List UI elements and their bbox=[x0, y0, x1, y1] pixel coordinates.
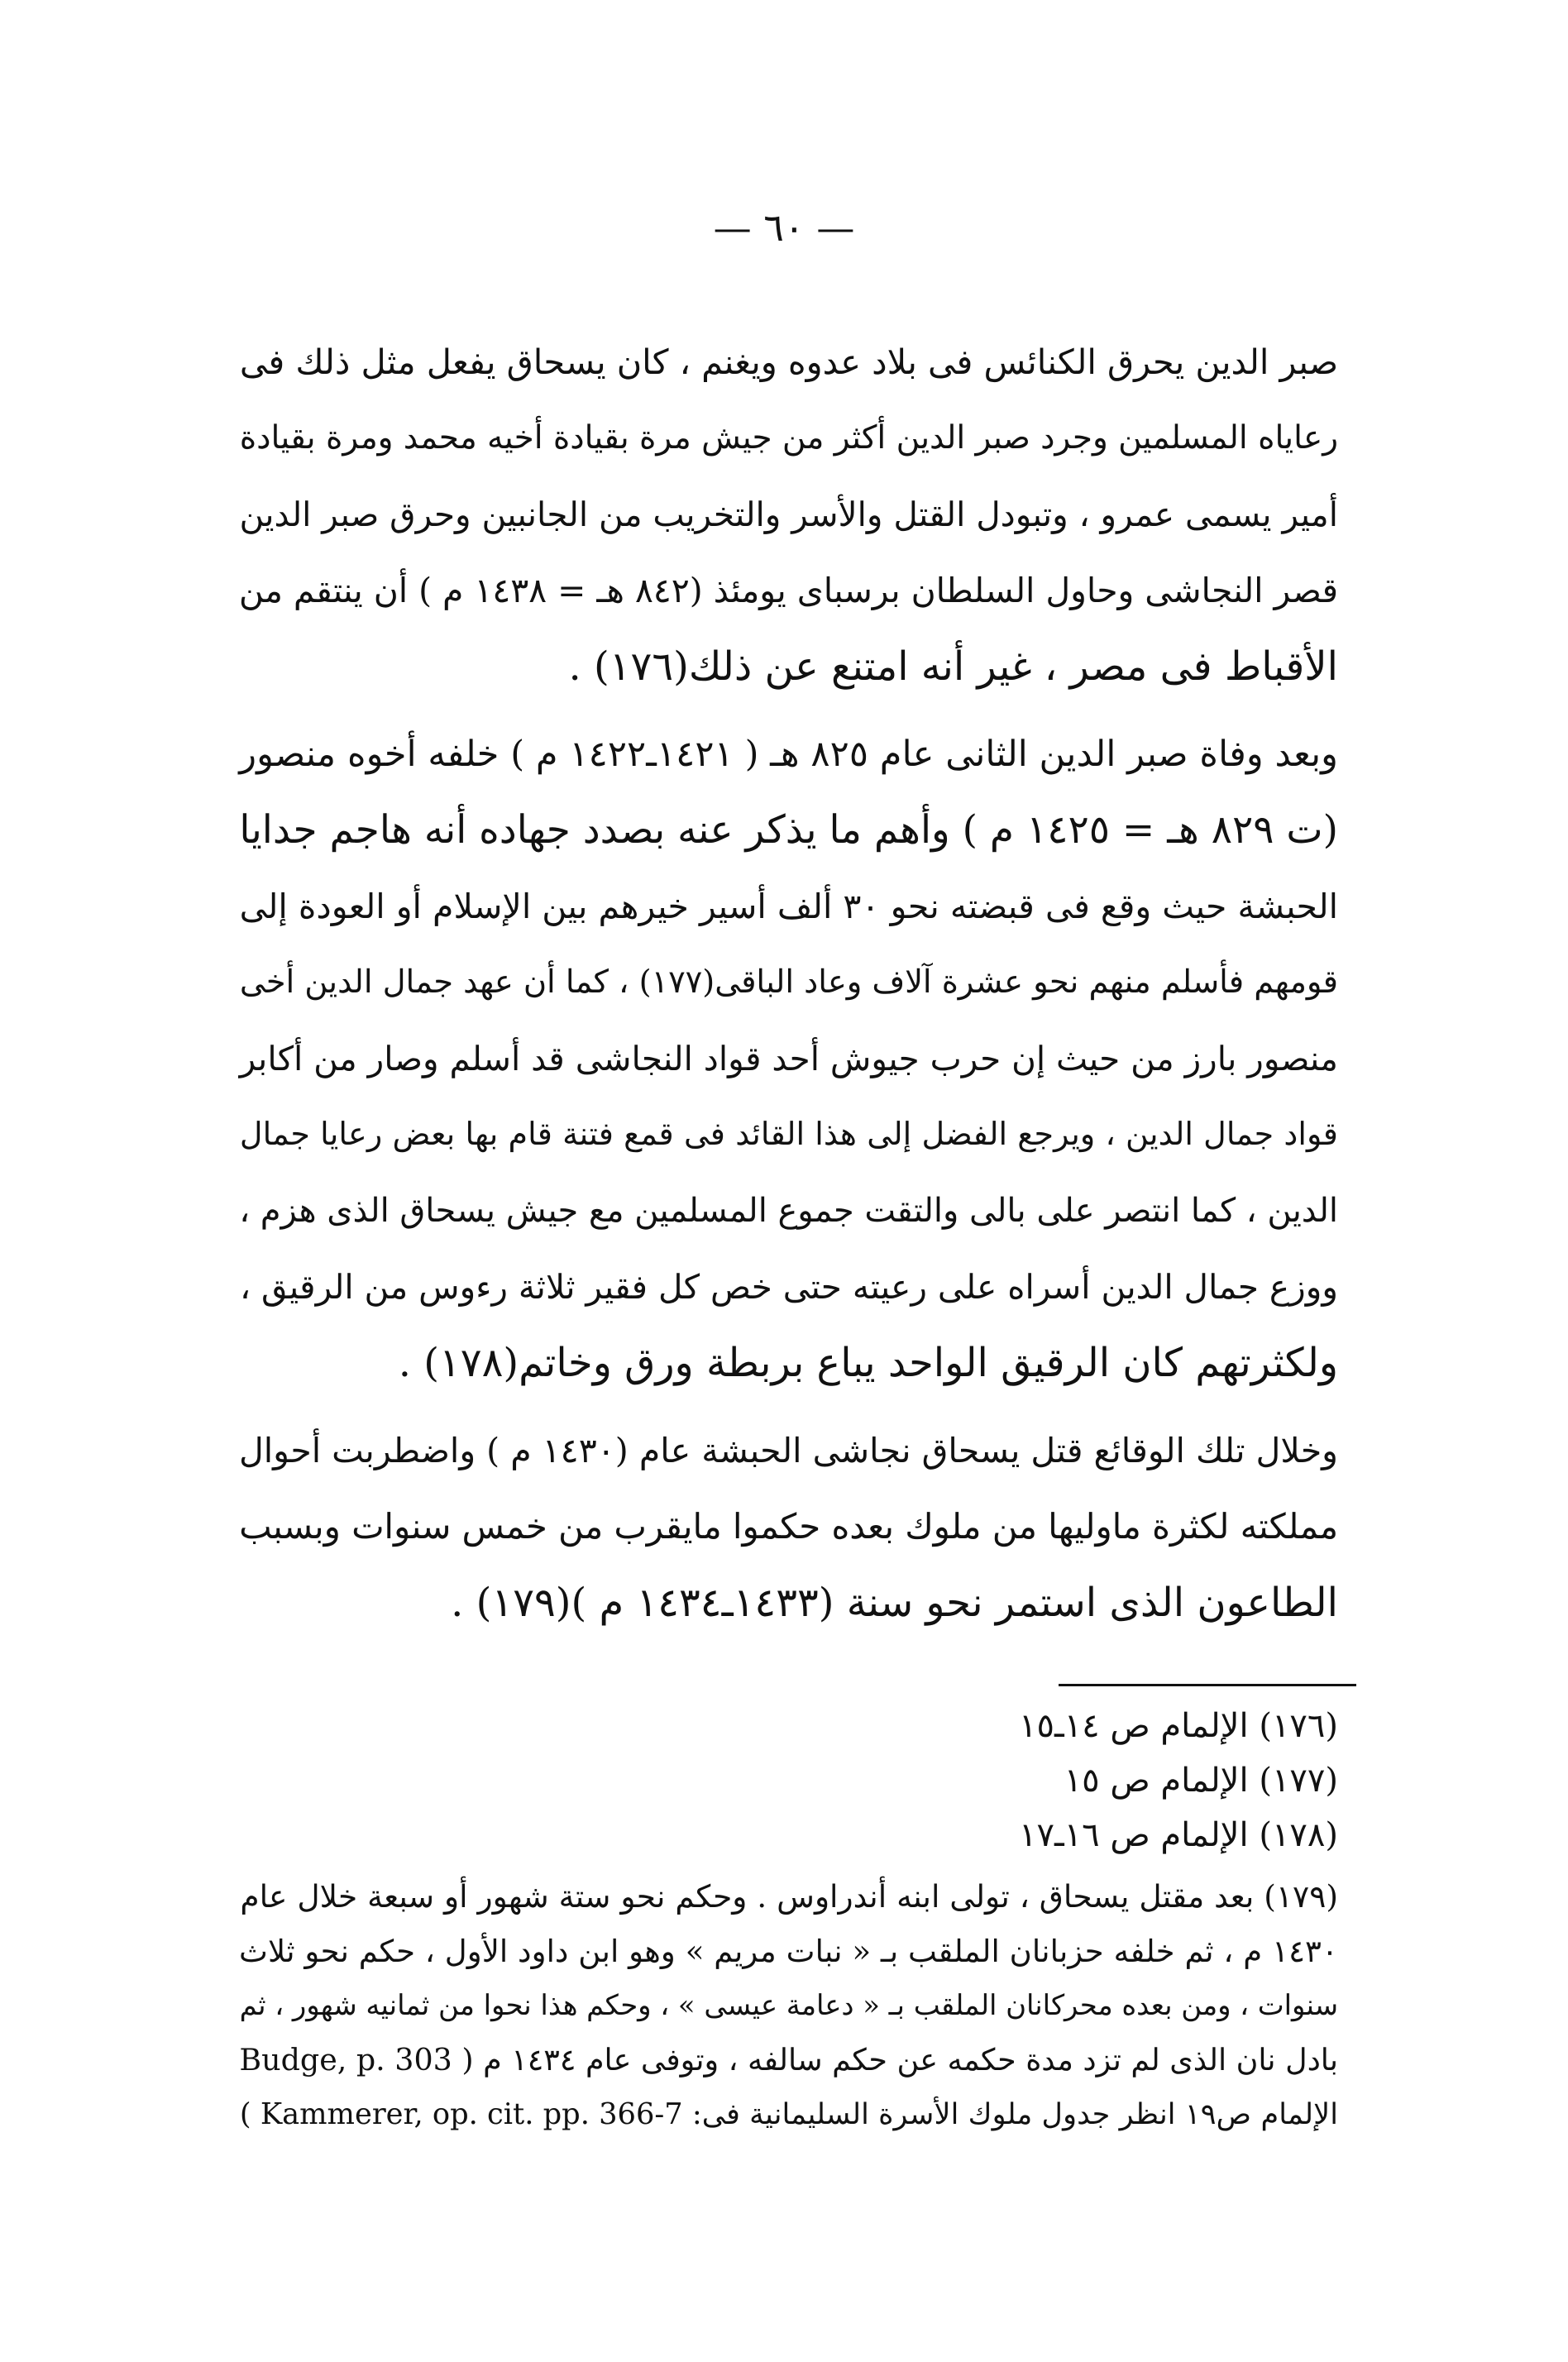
body-line: منصور بارز من حيث إن حرب جيوش أحد قواد النجاشى قد أسلم وصار من أكابر bbox=[239, 1039, 1338, 1078]
body-line: قومهم فأسلم منهم نحو عشرة آلاف وعاد الباقى(١٧٧) ، كما أن عهد جمال الدين أخى bbox=[239, 963, 1338, 1001]
body-line: ولكثرتهم كان الرقيق الواحد يباع بربطة ورق وخاتم(١٧٨) . bbox=[398, 1340, 1338, 1386]
body-line: وخلال تلك الوقائع قتل يسحاق نجاشى الحبشة عام (١٤٣٠ م ) واضطربت أحوال bbox=[238, 1431, 1338, 1470]
body-line: صبر الدين يحرق الكنائس فى بلاد عدوه ويغنم ، كان يسحاق يفعل مثل ذلك فى bbox=[239, 342, 1338, 382]
body-line: قواد جمال الدين ، ويرجع الفضل إلى هذا القائد فى قمع فتنة قام بها بعض رعايا جمال bbox=[239, 1116, 1338, 1153]
body-line: الحبشة حيث وقع فى قبضته نحو ٣٠ ألف أسير خيرهم بين الإسلام أو العودة إلى bbox=[239, 887, 1338, 926]
footnote: (١٧٨) الإلمام ص ١٦ـ١٧ bbox=[1018, 1816, 1338, 1854]
body-line: رعاياه المسلمين وجرد صبر الدين أكثر من جيش مرة بقيادة أخيه محمد ومرة بقيادة bbox=[239, 419, 1338, 457]
footnote: الإلمام ص١٩ انظر جدول ملوك الأسرة السليمانية فى: Kammerer, op. cit. pp. 366-7 ) bbox=[239, 2097, 1338, 2131]
footnote: (١٧٩) بعد مقتل يسحاق ، تولى ابنه أندراوس . وحكم نحو ستة شهور أو سبعة خلال عام bbox=[240, 1878, 1338, 1915]
body-line: (ت ٨٢٩ هـ = ١٤٢٥ م ) وأهم ما يذكر عنه بصدد جهاده أنه هاجم جدايا bbox=[239, 807, 1338, 853]
footnote: ١٤٣٠ م ، ثم خلفه حزبانان الملقب بـ « نبات مريم » وهو ابن داود الأول ، حكم نحو ثلاث bbox=[239, 1933, 1338, 1969]
body-line: وبعد وفاة صبر الدين الثانى عام ٨٢٥ هـ ( ١٤٢١ـ١٤٢٢ م ) خلفه أخوه منصور bbox=[239, 734, 1338, 775]
body-line: الطاعون الذى استمر نحو سنة (١٤٣٣ـ١٤٣٤ م )(١٧٩) . bbox=[451, 1580, 1338, 1626]
body-line: ووزع جمال الدين أسراه على رعيته حتى خص كل فقير ثلاثة رءوس من الرقيق ، bbox=[240, 1267, 1338, 1307]
body-line: الدين ، كما انتصر على بالى والتقت جموع المسلمين مع جيش يسحاق الذى هزم ، bbox=[239, 1192, 1338, 1230]
body-line: أمير يسمى عمرو ، وتبودل القتل والأسر والتخريب من الجانبين وحرق صبر الدين bbox=[239, 495, 1338, 534]
footnote: (١٧٧) الإلمام ص ١٥ bbox=[1064, 1762, 1338, 1800]
body-line: مملكته لكثرة ماوليها من ملوك بعده حكموا مايقرب من خمس سنوات وبسبب bbox=[239, 1506, 1338, 1547]
footnote-divider bbox=[1059, 1684, 1356, 1686]
body-line: قصر النجاشى وحاول السلطان برسباى يومئذ (٨٤٢ هـ = ١٤٣٨ م ) أن ينتقم من bbox=[238, 571, 1338, 610]
page-number: — ٦٠ — bbox=[713, 205, 855, 250]
footnote: بادل نان الذى لم تزد مدة حكمه عن حكم سالفه ، وتوفى عام ١٤٣٤ م ( Budge, p. 303 bbox=[239, 2042, 1338, 2078]
body-line: الأقباط فى مصر ، غير أنه امتنع عن ذلك(١٧٦) . bbox=[568, 643, 1338, 690]
footnote: سنوات ، ومن بعده محركانان الملقب بـ « دعامة عيسى » ، وحكم هذا نحوا من ثمانيه شهور ، ثم bbox=[239, 1989, 1338, 2021]
footnote: (١٧٦) الإلمام ص ١٤ـ١٥ bbox=[1018, 1707, 1338, 1745]
